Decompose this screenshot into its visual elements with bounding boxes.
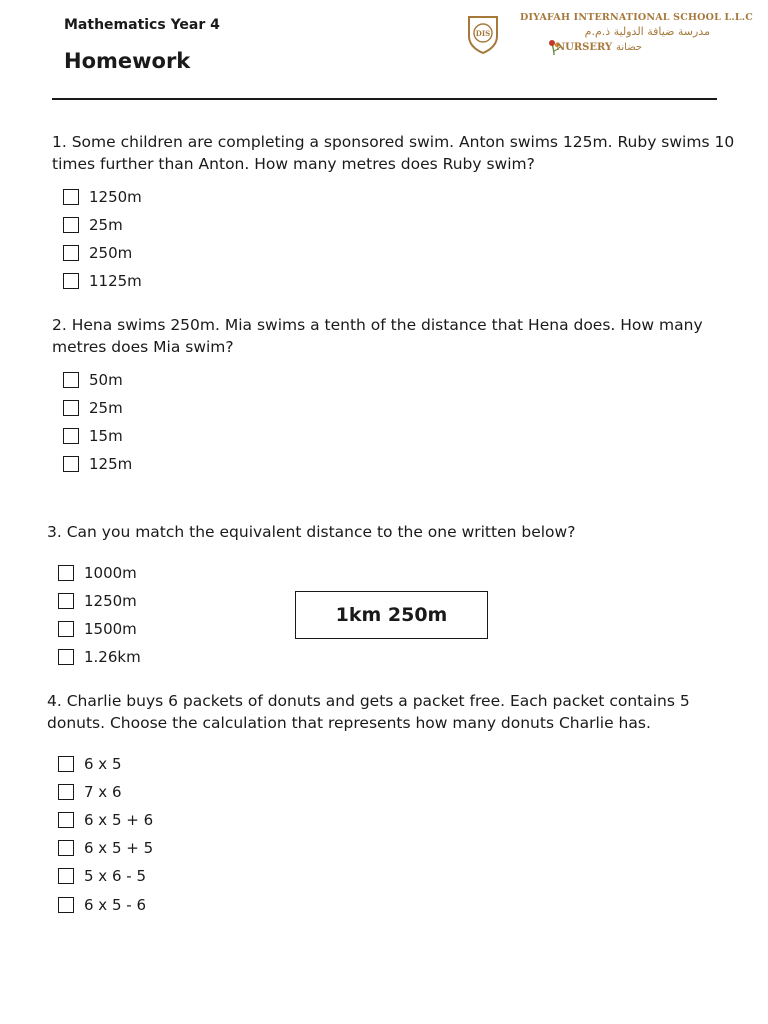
option-item[interactable]: [58, 838, 153, 858]
option-item[interactable]: [63, 187, 142, 207]
header-divider: [52, 98, 717, 100]
school-crest-icon: [466, 14, 500, 54]
option-label: 125m: [89, 455, 133, 473]
checkbox[interactable]: [58, 621, 74, 637]
option-label: 6 x 5 + 5: [84, 839, 154, 857]
option-label: 1500m: [84, 620, 137, 638]
question-text: 4. Charlie buys 6 packets of donuts and gets a packet free. Each packet contains 5 donuts. Choose the calculation that represents how many donuts Charlie has.: [47, 692, 690, 732]
option-item[interactable]: [58, 895, 146, 915]
option-item[interactable]: [63, 370, 123, 390]
nursery-label: NURSERY: [556, 42, 613, 53]
school-name: DIYAFAH INTERNATIONAL SCHOOL L.L.C: [520, 12, 754, 23]
option-label: 1000m: [84, 564, 137, 582]
checkbox[interactable]: [63, 372, 79, 388]
page-title: Homework: [64, 49, 191, 73]
question-text: 2. Hena swims 250m. Mia swims a tenth of the distance that Hena does. How many metres does Mia swim?: [52, 316, 703, 356]
option-label: 15m: [89, 427, 123, 445]
checkbox[interactable]: [58, 593, 74, 609]
checkbox[interactable]: [58, 897, 74, 913]
option-label: 1250m: [89, 188, 142, 206]
option-item[interactable]: [58, 754, 122, 774]
option-label: 1125m: [89, 272, 142, 290]
checkbox[interactable]: [58, 756, 74, 772]
option-item[interactable]: [63, 215, 123, 235]
checkbox[interactable]: [63, 217, 79, 233]
option-label: 5 x 6 - 5: [84, 867, 146, 885]
option-label: 1.26km: [84, 648, 141, 666]
option-item[interactable]: [63, 271, 142, 291]
option-item[interactable]: [58, 866, 146, 886]
checkbox[interactable]: [58, 812, 74, 828]
nursery-label-arabic: حضانة: [616, 42, 643, 53]
option-item[interactable]: [58, 782, 122, 802]
crest-text: DIS: [475, 29, 491, 38]
option-label: 50m: [89, 371, 123, 389]
school-logo: [466, 12, 754, 62]
option-label: 6 x 5 + 6: [84, 811, 154, 829]
option-item[interactable]: [58, 591, 137, 611]
option-label: 7 x 6: [84, 783, 122, 801]
checkbox[interactable]: [58, 784, 74, 800]
option-label: 25m: [89, 399, 123, 417]
option-label: 25m: [89, 216, 123, 234]
question-text: 1. Some children are completing a sponsored swim. Anton swims 125m. Ruby swims 10 times further than Anton. How many metres does Ruby swim?: [52, 133, 735, 173]
option-item[interactable]: [58, 619, 137, 639]
checkbox[interactable]: [63, 245, 79, 261]
option-label: 6 x 5 - 6: [84, 896, 146, 914]
checkbox[interactable]: [58, 868, 74, 884]
option-item[interactable]: [58, 647, 141, 667]
checkbox[interactable]: [58, 565, 74, 581]
question-text: 3. Can you match the equivalent distance to the one written below?: [47, 523, 576, 541]
option-item[interactable]: [63, 454, 132, 474]
option-label: 6 x 5: [84, 755, 122, 773]
checkbox[interactable]: [63, 428, 79, 444]
checkbox[interactable]: [63, 456, 79, 472]
target-distance-box: 1km 250m: [295, 591, 488, 639]
option-item[interactable]: [63, 426, 123, 446]
school-name-arabic: مدرسة ضيافة الدولية ذ.م.م: [584, 25, 710, 38]
checkbox[interactable]: [63, 400, 79, 416]
subject-label: Mathematics Year 4: [64, 17, 220, 33]
checkbox[interactable]: [63, 189, 79, 205]
option-label: 1250m: [84, 592, 137, 610]
checkbox[interactable]: [63, 273, 79, 289]
checkbox[interactable]: [58, 649, 74, 665]
option-item[interactable]: [63, 243, 132, 263]
option-item[interactable]: [58, 563, 137, 583]
option-item[interactable]: [63, 398, 123, 418]
option-label: 250m: [89, 244, 133, 262]
option-item[interactable]: [58, 810, 153, 830]
checkbox[interactable]: [58, 840, 74, 856]
